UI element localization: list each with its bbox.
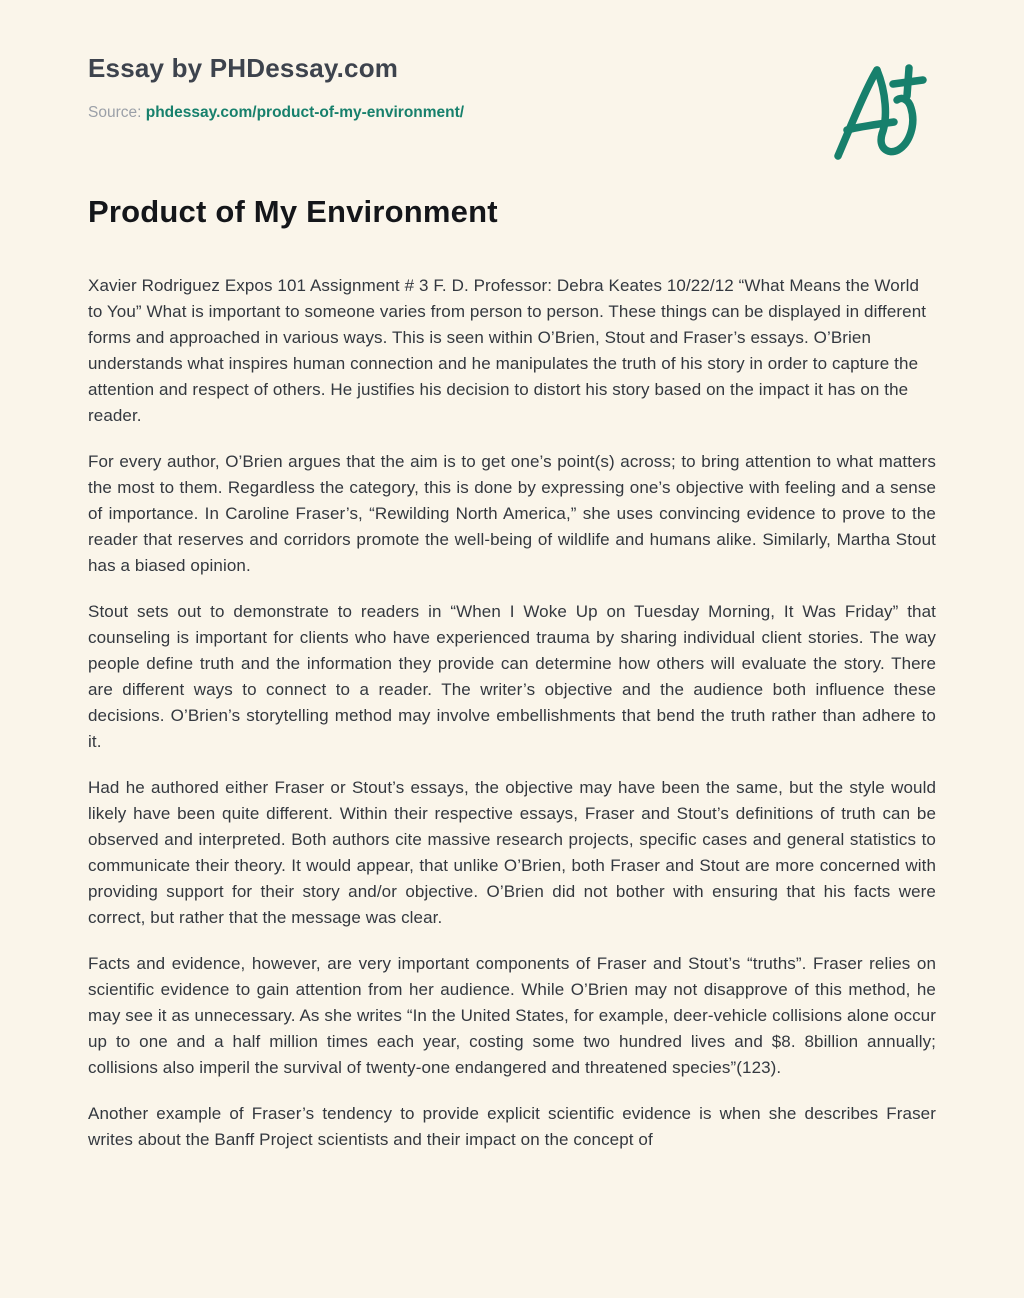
essay-paragraph: Stout sets out to demonstrate to readers in “When I Woke Up on Tuesday Morning, It Was Friday” that counseling is important for clients who have experienced trauma by sharing individual client stories. The way people define truth and the information they provide can determine how others will evaluate the story. There are different ways to connect to a reader. The writer’s objective and the audience both influence these decisions. O’Brien’s storytelling method may involve embellishments that bend the truth rather than adhere to it.	[88, 602, 936, 751]
site-header-title: Essay by PHDessay.com	[88, 53, 399, 83]
essay-paragraph: Xavier Rodriguez Expos 101 Assignment # 3 F. D. Professor: Debra Keates 10/22/12 “What Means the World to You” What is important to someone varies from person to person. These things can be displayed in different forms and approached in various ways. This is seen within O’Brien, Stout and Fraser’s essays. O’Brien understands what inspires human connection and he manipulates the truth of his story in order to capture the attention and respect of others. He justifies his decision to distort his story based on the impact it has on the reader.	[88, 276, 927, 425]
source-link[interactable]: phdessay.com/product-of-my-environment/	[145, 104, 465, 121]
source-line	[88, 103, 936, 123]
a-plus-logo-icon	[830, 58, 934, 162]
source-label: Source:	[88, 104, 142, 121]
essay-paragraph: Facts and evidence, however, are very important components of Fraser and Stout’s “truths”. Fraser relies on scientific evidence to gain attention from her audience. While O’Brien may not disapprove of this method, he may see it as unnecessary. As she writes “In the United States, for example, deer-vehicle collisions alone occur up to one and a half million times each year, costing some two hundred lives and $8. 8billion annually; collisions also imperil the survival of twenty-one endangered and threatened species”(123).	[88, 954, 936, 1077]
essay-title: Product of My Environment	[88, 194, 498, 229]
essay-paragraph: Another example of Fraser’s tendency to provide explicit scientific evidence is when she describes Fraser writes about the Banff Project scientists and their impact on the concept of	[88, 1104, 936, 1149]
essay-paragraph: Had he authored either Fraser or Stout’s essays, the objective may have been the same, but the style would likely have been quite different. Within their respective essays, Fraser and Stout’s definitions of truth can be observed and interpreted. Both authors cite massive research projects, specific cases and general statistics to communicate their theory. It would appear, that unlike O’Brien, both Fraser and Stout are more concerned with providing support for their story and/or objective. O’Brien did not bother with ensuring that his facts were correct, but rather that the message was clear.	[88, 778, 936, 927]
essay-body	[88, 273, 936, 1153]
essay-paragraph: For every author, O’Brien argues that the aim is to get one’s point(s) across; to bring attention to what matters the most to them. Regardless the category, this is done by expressing one’s objective with feeling and a sense of importance. In Caroline Fraser’s, “Rewilding North America,” she uses convincing evidence to prove to the reader that reserves and corridors promote the well-being of wildlife and humans alike. Similarly, Martha Stout has a biased opinion.	[88, 452, 936, 575]
